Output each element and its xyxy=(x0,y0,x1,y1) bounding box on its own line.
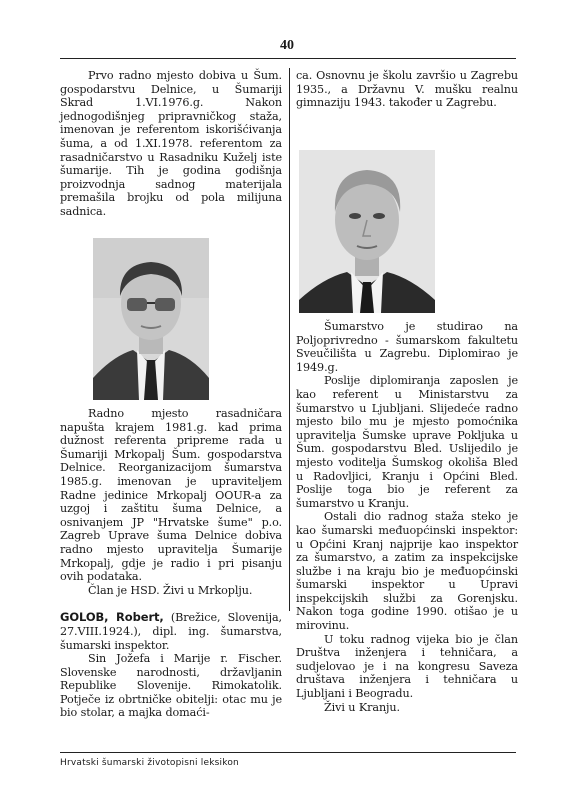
paragraph-education: ca. Osnovnu je školu završio u Zagrebu 1935., a Državnu V. mušku realnu gimnaziju 1943. također u Zagrebu. xyxy=(296,69,518,110)
paragraph-career-start: Prvo radno mjesto dobiva u Šum. gospodarstvu Delnice, u Šumariji Skrad 1.VI.1976.g. Nakon jednogodišnjeg pripravničkog staža, imenovan je referentom iskorišćivanja šuma, a od 1.XI.1978. referentom za rasadničarstvo u Rasadniku Kuželj iste šumarije. Tih je godina godišnja proizvodnja sadnog materijala premašila brojku od pola milijuna sadnica. xyxy=(60,69,282,218)
paragraph-studies: Šumarstvo je studirao na Poljoprivredno - šumarskom fakultetu Sveučilišta u Zagrebu. Diplomirao je 1949.g. xyxy=(296,320,518,374)
portrait-photo-right xyxy=(299,150,435,313)
portrait-right-image xyxy=(299,150,435,313)
paragraph-societies: U toku radnog vijeka bio je član Društva inženjera i tehničara, a sudjelovao je i na kongresu Saveza društava inženjera i tehničara u Ljubljani i Beogradu. xyxy=(296,632,518,701)
paragraph-membership: Član je HSD. Živi u Mrkoplju. xyxy=(88,583,253,597)
header-rule xyxy=(60,58,516,59)
entry-heading xyxy=(60,611,282,652)
column-divider xyxy=(289,68,290,611)
paragraph-nursery: Radno mjesto rasadničara napušta krajem 1981.g. kad prima dužnost referenta pripreme rada u Šumariji Mrkopalj Šum. gospodarstva Delnice. Reorganizacijom šumarstva 1985.g. imenovan je upraviteljem Radne jedinice Mrkopalj OOUR-a za uzgoj i zaštitu šuma Delnice, a osnivanjem JP "Hrvatske šume" p.o. Zagreb Uprave šuma Delnice dobiva radno mjesto upravitelja Šumarije Mrkopalj, gdje je radio i pri pisanju ovih podataka. xyxy=(60,407,282,584)
paragraph-inspector: Ostali dio radnog staža steko je kao šumarski međuopćinski inspektor: u Općini Kranj najprije kao inspektor za šumarstvo, a zatim za inspekcijske službe i na kraju bio je međuopćinski šumarski inspektor u Upravi inspekcijskih službi za Gorenjsku. Nakon toga godine 1990. otišao je u mirovinu. xyxy=(296,510,518,633)
portrait-left-image xyxy=(93,238,209,400)
portrait-photo-left xyxy=(93,238,209,400)
entry-name: GOLOB, Robert, xyxy=(60,610,164,625)
footer-rule xyxy=(60,752,516,753)
paragraph-first-jobs: Poslije diplomiranja zaposlen je kao referent u Ministarstvu za šumarstvo u Ljubljani. Slijedeće radno mjesto bilo mu je mjesto pomoćnika upravitelja Šumske uprave Pokljuka u Šum. gospodarstvu Bled. Uslijedilo je mjesto voditelja Šumskog okoliša Bled u Radovljici, Kranju i Općini Bled. Poslije toga bio je referent za šumarstvo u Kranju. xyxy=(296,374,518,510)
entry-details: (Brežice, Slovenija, 27.VIII.1924.), dipl. ing. šumarstva, šumarski inspektor. xyxy=(60,611,282,652)
paragraph-residence: Živi u Kranju. xyxy=(324,700,400,714)
page-number: 40 xyxy=(280,38,294,53)
right-column-top xyxy=(296,69,518,110)
footer-title: Hrvatski šumarski životopisni leksikon xyxy=(60,758,239,768)
right-column-bottom xyxy=(296,320,518,714)
left-column-top xyxy=(60,69,282,219)
left-column-bottom xyxy=(60,407,282,720)
paragraph-origin: Sin Jožefa i Marije r. Fischer. Slovenske narodnosti, državljanin Republike Slovenije. Rimokatolik. Potječe iz obrtničke obitelji: otac mu je bio stolar, a majka domaći- xyxy=(60,652,282,720)
